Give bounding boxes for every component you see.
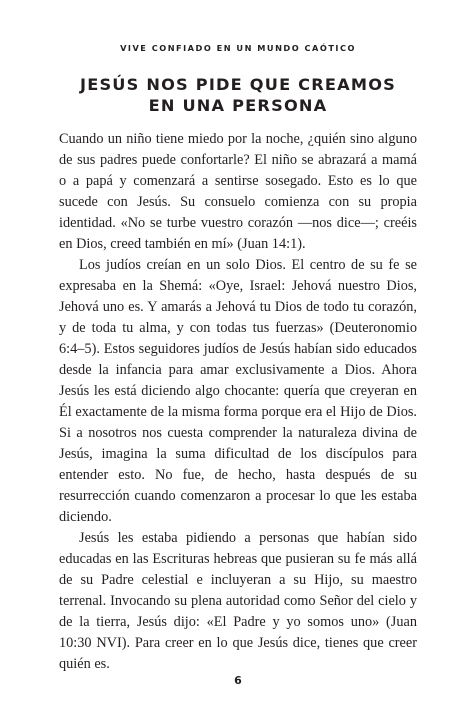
running-head: VIVE CONFIADO EN UN MUNDO CAÓTICO — [120, 43, 356, 53]
chapter-title-line-2: EN UNA PERSONA — [148, 96, 328, 115]
chapter-title-line-1: JESÚS NOS PIDE QUE CREAMOS — [79, 75, 397, 94]
chapter-title — [0, 74, 476, 116]
paragraph-2: Los judíos creían en un solo Dios. El centro de su fe se expresaba en la Shemá: «Oye, Israel: Jehová nuestro Dios, Jehová uno es. Y amarás a Jehová tu Dios de todo tu corazón, y de toda tu alma, y con todas tus fuerzas» (Deuteronomio 6:4–5). Estos seguidores judíos de Jesús habían sido educados desde la infancia para amar exclusivamente a Dios. Ahora Jesús les está diciendo algo chocante: quería que creyeran en Él exactamente de la misma forma porque era el Hijo de Dios. Si a nosotros nos cuesta comprender la naturaleza divina de Jesús, imagina la suma dificultad de los discípulos para entender esto. No fue, de hecho, hasta después de su resurrección cuando comenzaron a procesar lo que les estaba diciendo. — [59, 257, 417, 525]
body-text — [59, 129, 417, 675]
paragraph-1: Cuando un niño tiene miedo por la noche, ¿quién sino alguno de sus padres puede confortarle? El niño se abrazará a mamá o a papá y comenzará a sentirse sosegado. Esto es lo que sucede con Jesús. Su consuelo comienza con su propia identidad. «No se turbe vuestro corazón —nos dice—; creéis en Dios, creed también en mí» (Juan 14:1). — [59, 131, 417, 252]
page-number: 6 — [234, 674, 242, 687]
paragraph-3: Jesús les estaba pidiendo a personas que habían sido educadas en las Escrituras hebreas que pusieran su fe más allá de su Padre celestial e incluyeran a su Hijo, su maestro terrenal. Invocando su plena autoridad como Señor del cielo y de la tierra, Jesús dijo: «El Padre y yo somos uno» (Juan 10:30 NVI). Para creer en lo que Jesús dice, tienes que creer quién es. — [59, 530, 417, 672]
